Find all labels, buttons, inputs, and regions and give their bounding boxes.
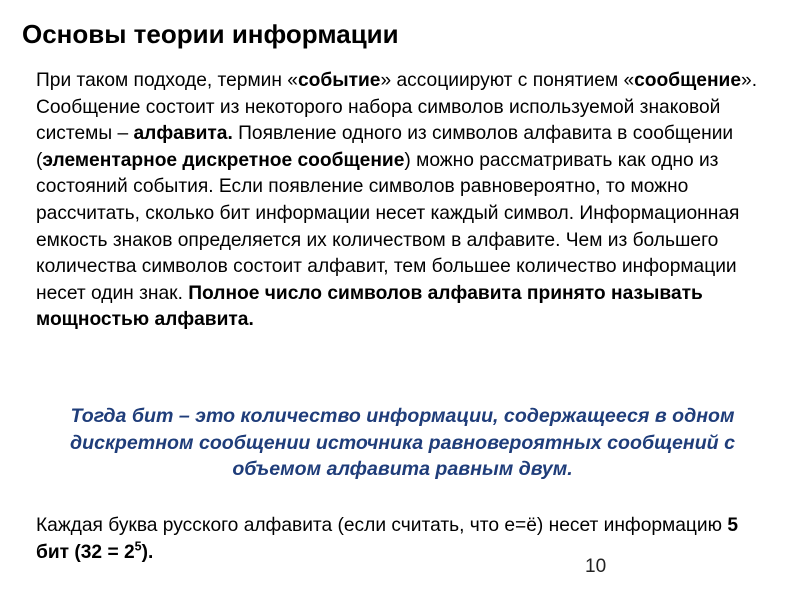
page-number: 10 bbox=[585, 556, 607, 577]
text-run: При таком подходе, термин « bbox=[36, 70, 298, 91]
text-run: ) можно рассматривать как одно из состояний события. Если появление символов равновероятно, то можно рассчитать, сколько бит информации несет каждый символ. Информационная емкость знаков определяется их количеством в алфавите. Чем из большего количества символов состоит алфавит, тем большее количество информации несет один знак. bbox=[36, 149, 740, 304]
term-alphabet-power: Полное число символов алфавита принято называть мощностью алфавита. bbox=[36, 282, 703, 331]
text-run: » ассоциируют с понятием « bbox=[380, 70, 635, 91]
paragraph-russian-alphabet bbox=[36, 513, 776, 566]
paragraph-alphabet bbox=[36, 95, 776, 334]
paragraph-intro bbox=[36, 68, 776, 95]
bit-definition: Тогда бит – это количество информации, содержащееся в одном дискретном сообщении источника равновероятных сообщений с объемом алфавита равным двум. bbox=[70, 405, 735, 481]
text-run: 5 бит (32 = 2 bbox=[36, 515, 739, 563]
term-elementary-message: элементарное дискретное сообщение bbox=[42, 149, 405, 171]
text-run: Сообщение состоит из некоторого набора символов используемой знаковой системы – bbox=[36, 96, 721, 145]
main-text bbox=[36, 68, 776, 334]
exponent: 5 bbox=[134, 539, 142, 554]
term-event: событие bbox=[297, 70, 381, 91]
text-run: Появление одного из символов алфавита в сообщении ( bbox=[36, 123, 734, 171]
term-message: сообщение bbox=[634, 70, 742, 91]
text-run: ». bbox=[741, 70, 758, 91]
page-title: Основы теории информации bbox=[22, 19, 399, 49]
term-alphabet: алфавита. bbox=[133, 123, 233, 145]
text-run: ). bbox=[141, 541, 154, 563]
text-run: Каждая буква русского алфавита (если считать, что е=ё) несет информацию bbox=[36, 515, 728, 536]
